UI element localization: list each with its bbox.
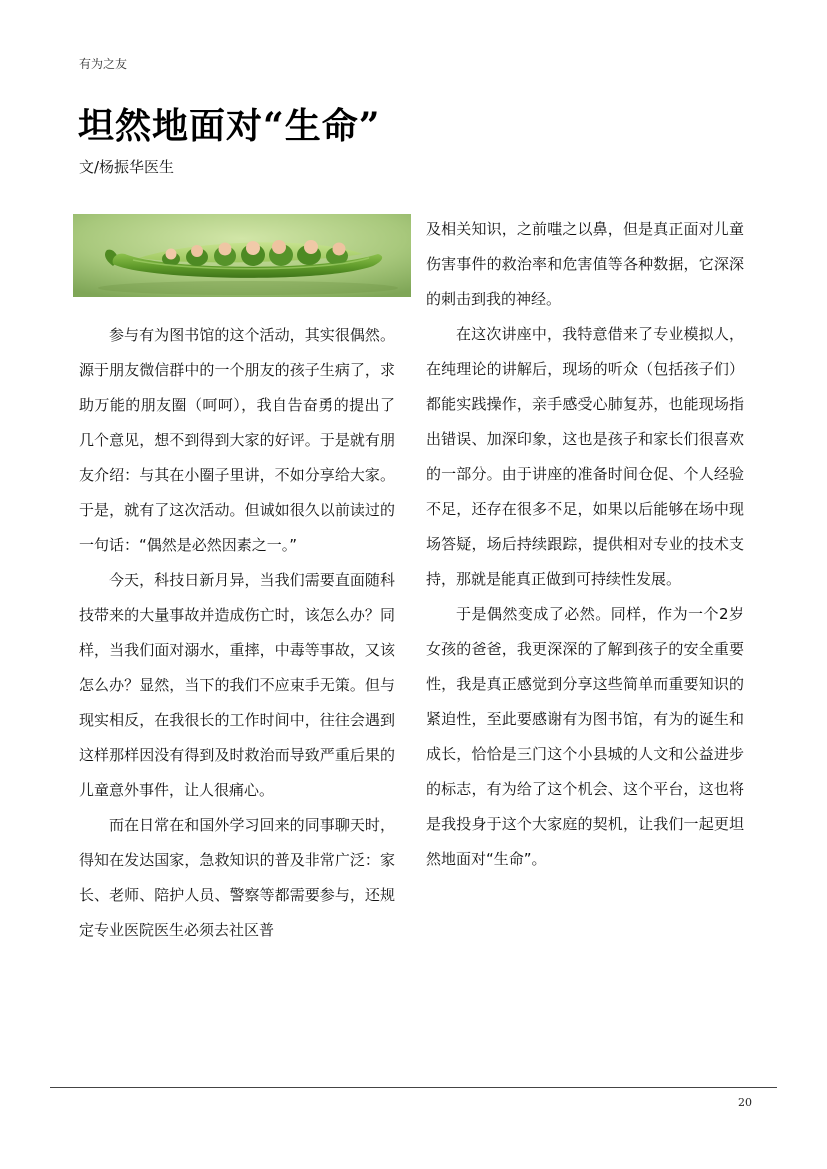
footer-divider [50, 1087, 777, 1088]
article-byline: 文/杨振华医生 [79, 158, 175, 176]
article-title: 坦然地面对“生命” [78, 105, 381, 147]
paragraph: 于是偶然变成了必然。同样，作为一个2岁女孩的爸爸，我更深深的了解到孩子的安全重要性，我是真正感觉到分享这些简单而重要知识的紧迫性，至此要感谢有为图书馆，有为的诞生和成长，恰恰是三门这个小县城的人文和公益进步的标志，有为给了这个机会、这个平台，这也将是我投身于这个大家庭的契机，让我们一起更坦然地面对“生命”。 [426, 605, 744, 868]
peapod-babies-image [73, 214, 411, 297]
paragraph: 在这次讲座中，我特意借来了专业模拟人，在纯理论的讲解后，现场的听众（包括孩子们）都能实践操作，亲手感受心肺复苏，也能现场指出错误、加深印象，这也是孩子和家长们很喜欢的一部分。由于讲座的准备时间仓促、个人经验不足，还存在很多不足，如果以后能够在场中现场答疑，场后持续跟踪，提供相对专业的技术支持，那就是能真正做到可持续性发展。 [426, 325, 744, 588]
article-column-right [426, 212, 744, 877]
article-column-left [79, 318, 395, 948]
peapod-illustration [73, 214, 411, 297]
paragraph: 参与有为图书馆的这个活动，其实很偶然。源于朋友微信群中的一个朋友的孩子生病了，求助万能的朋友圈（呵呵），我自告奋勇的提出了几个意见，想不到得到大家的好评。于是就有朋友介绍：与其在小圈子里讲，不如分享给大家。于是，就有了这次活动。但诚如很久以前读过的一句话：“偶然是必然因素之一。” [79, 326, 395, 554]
paragraph: 而在日常在和国外学习回来的同事聊天时，得知在发达国家，急救知识的普及非常广泛：家长、老师、陪护人员、警察等都需要参与，还规定专业医院医生必须去社区普 [79, 816, 395, 939]
paragraph: 今天，科技日新月异，当我们需要直面随科技带来的大量事故并造成伤亡时，该怎么办？同样，当我们面对溺水，重摔，中毒等事故，又该怎么办？显然，当下的我们不应束手无策。但与现实相反，在我很长的工作时间中，往往会遇到这样那样因没有得到及时救治而导致严重后果的儿童意外事件，让人很痛心。 [79, 571, 395, 799]
magazine-name: 有为之友 [79, 57, 128, 71]
page-number: 20 [738, 1096, 752, 1109]
paragraph-continued: 及相关知识，之前嗤之以鼻，但是真正面对儿童伤害事件的救治率和危害值等各种数据，它深深的刺击到我的神经。 [426, 220, 744, 308]
